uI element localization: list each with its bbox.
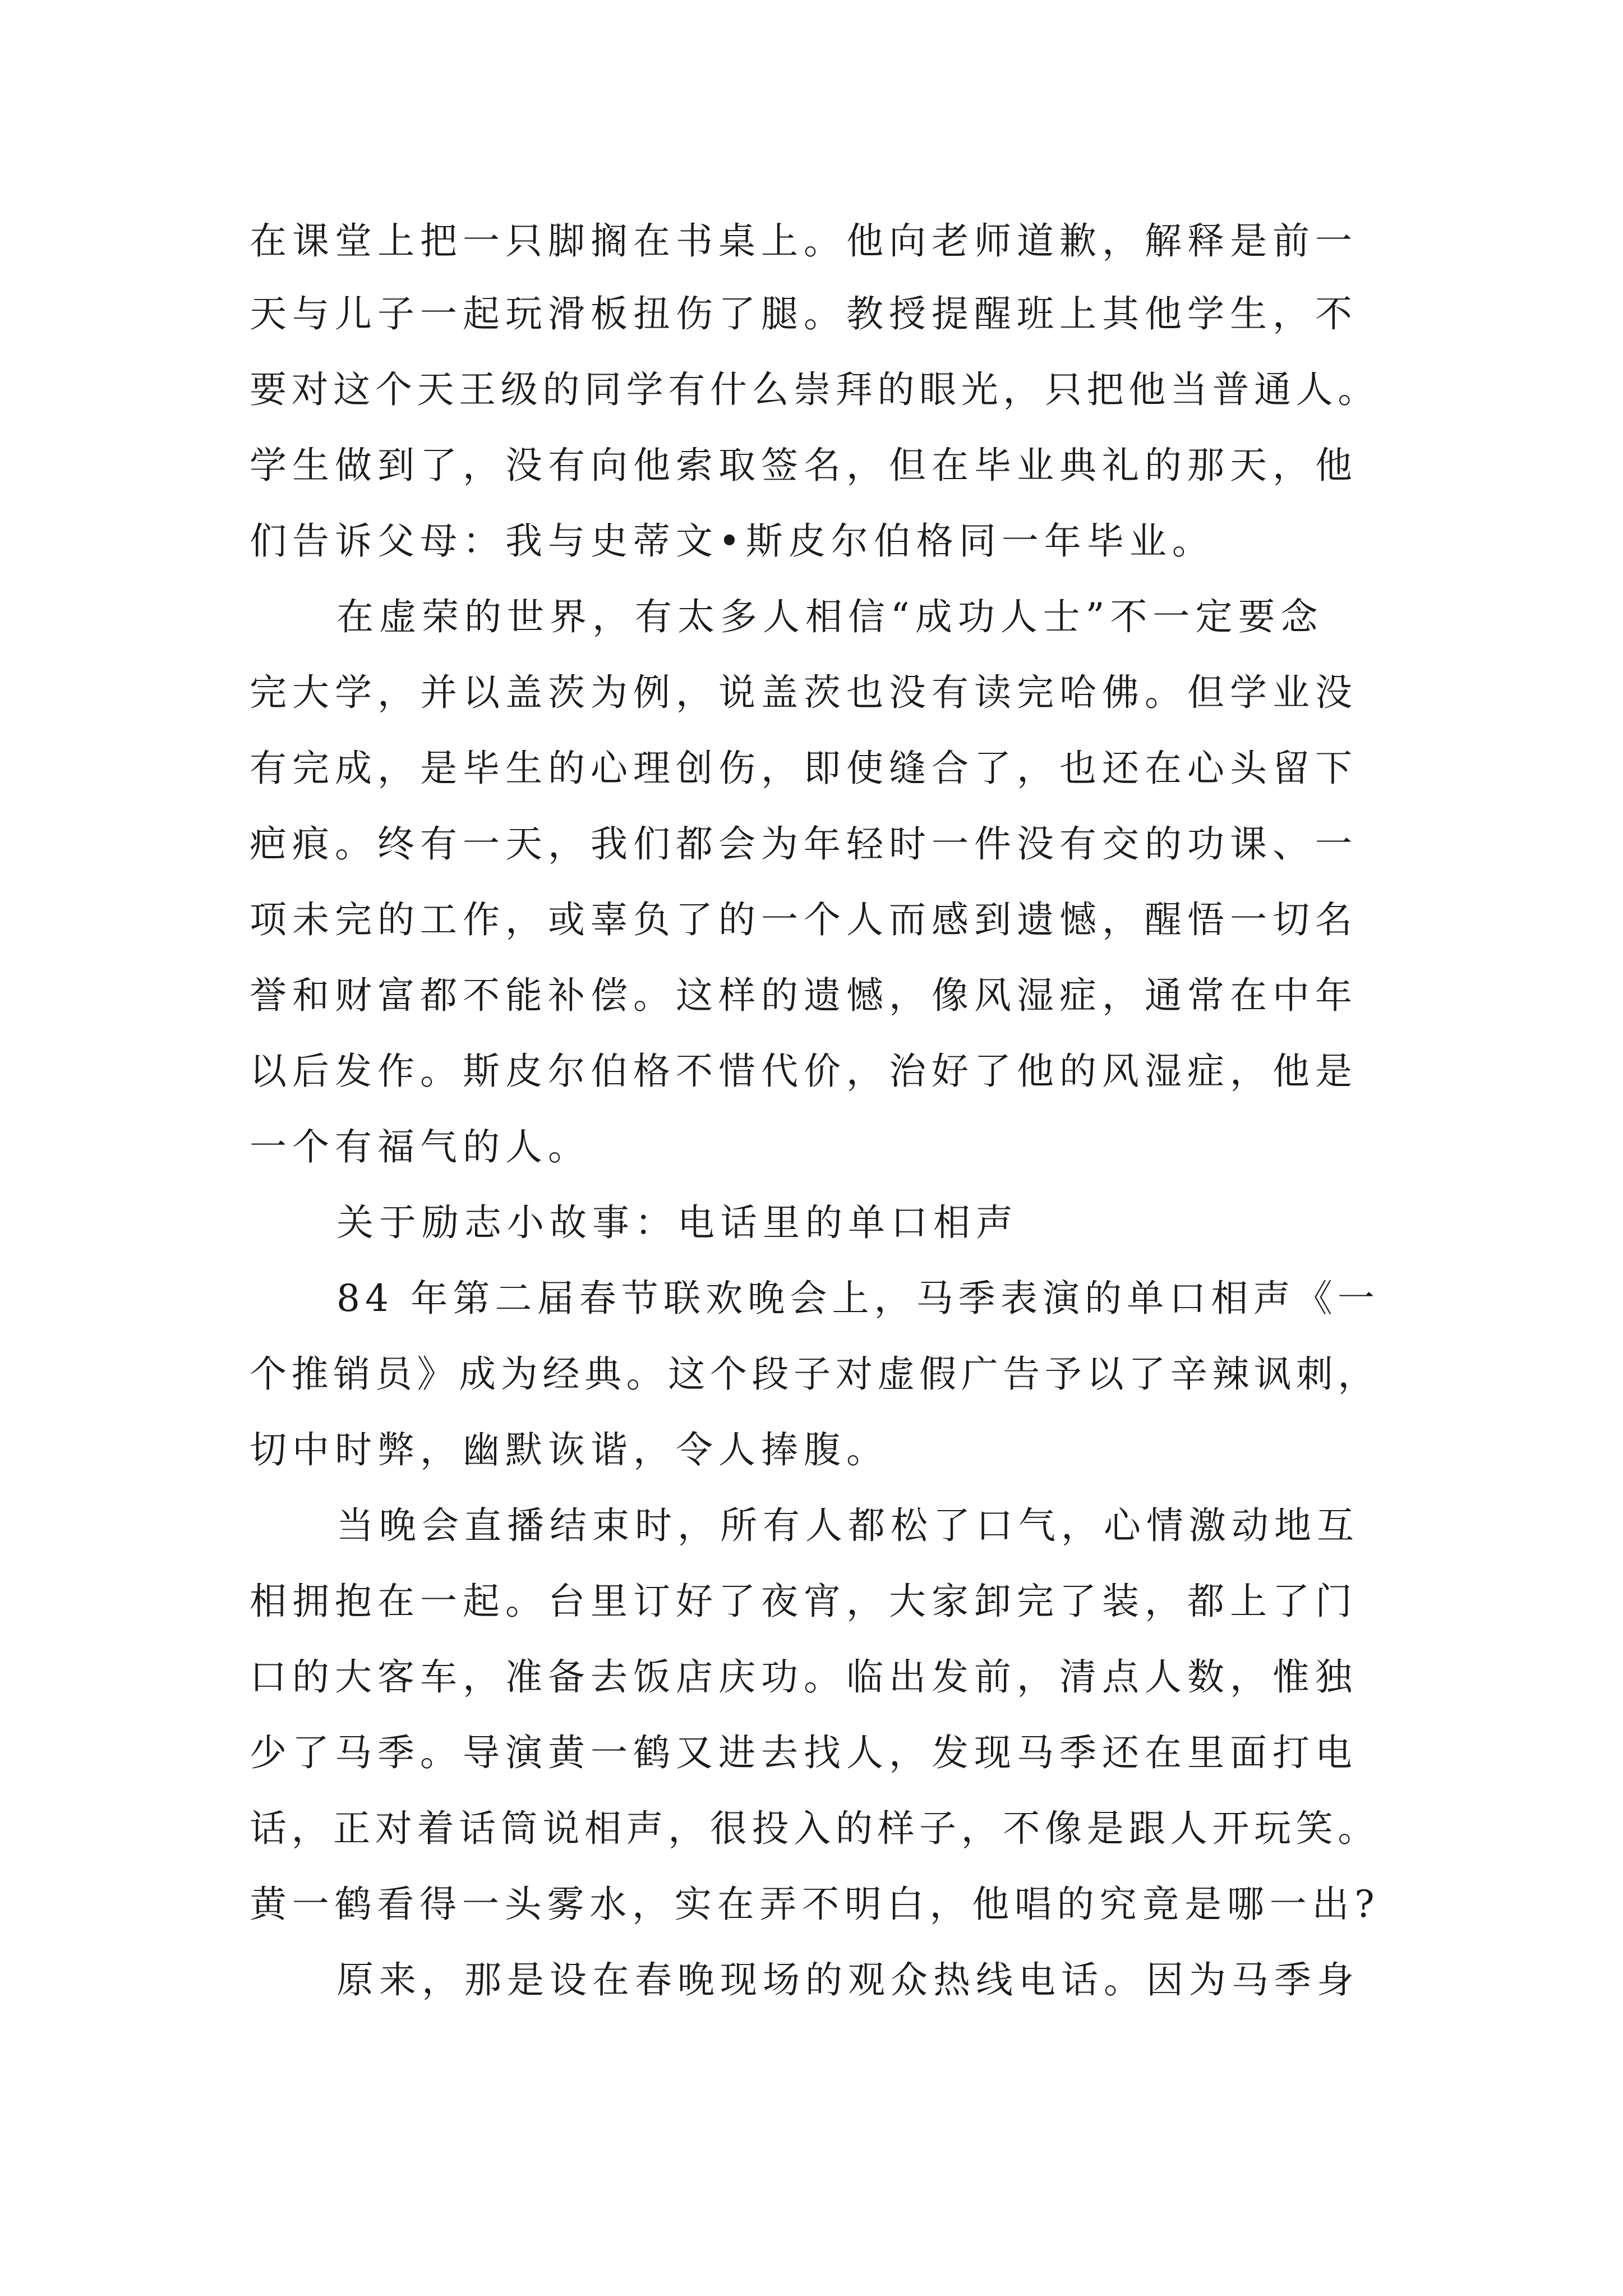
paragraph-first-line: 在虚荣的世界，有太多人相信“成功人士”不一定要念 — [336, 595, 1324, 638]
text-line: 天与儿子一起玩滑板扭伤了腿。教授提醒班上其他学生，不 — [250, 292, 1358, 335]
text-line: 少了马季。导演黄一鹤又进去找人，发现马季还在里面打电 — [250, 1731, 1358, 1774]
section-heading: 关于励志小故事：电话里的单口相声 — [336, 1201, 1018, 1244]
text-line: 誉和财富都不能补偿。这样的遗憾，像风湿症，通常在中年 — [250, 974, 1358, 1017]
text-line: 完大学，并以盖茨为例，说盖茨也没有读完哈佛。但学业没 — [250, 671, 1358, 714]
text-line: 一个有福气的人。 — [250, 1125, 591, 1168]
text-line: 们告诉父母：我与史蒂文•斯皮尔伯格同一年毕业。 — [250, 519, 1215, 563]
text-line: 黄一鹤看得一头雾水，实在弄不明白，他唱的究竟是哪一出? — [250, 1883, 1380, 1926]
text-line: 切中时弊，幽默诙谐，令人捧腹。 — [250, 1428, 889, 1471]
paragraph-first-line: 原来，那是设在春晚现场的观众热线电话。因为马季身 — [336, 1958, 1359, 2001]
text-line: 口的大客车，准备去饭店庆功。临出发前，清点人数，惟独 — [250, 1655, 1358, 1699]
text-line: 个推销员》成为经典。这个段子对虚假广告予以了辛辣讽刺， — [250, 1352, 1380, 1396]
paragraph-first-line: 84 年第二届春节联欢晚会上，马季表演的单口相声《一 — [336, 1277, 1380, 1320]
paragraph-first-line: 当晚会直播结束时，所有人都松了口气，心情激动地互 — [336, 1504, 1359, 1547]
text-line: 项未完的工作，或辜负了的一个人而感到遗憾，醒悟一切名 — [250, 898, 1358, 941]
text-line: 在课堂上把一只脚搁在书桌上。他向老师道歉，解释是前一 — [250, 219, 1358, 263]
text-line: 有完成，是毕生的心理创伤，即使缝合了，也还在心头留下 — [250, 747, 1358, 790]
text-line: 疤痕。终有一天，我们都会为年轻时一件没有交的功课、一 — [250, 822, 1358, 866]
text-line: 要对这个天王级的同学有什么崇拜的眼光，只把他当普通人。 — [250, 368, 1380, 411]
text-line: 话，正对着话筒说相声，很投入的样子，不像是跟人开玩笑。 — [250, 1807, 1380, 1850]
text-line: 相拥抱在一起。台里订好了夜宵，大家卸完了装，都上了门 — [250, 1580, 1358, 1623]
text-line: 学生做到了，没有向他索取签名，但在毕业典礼的那天，他 — [250, 444, 1358, 487]
text-line: 以后发作。斯皮尔伯格不惜代价，治好了他的风湿症，他是 — [250, 1050, 1358, 1093]
